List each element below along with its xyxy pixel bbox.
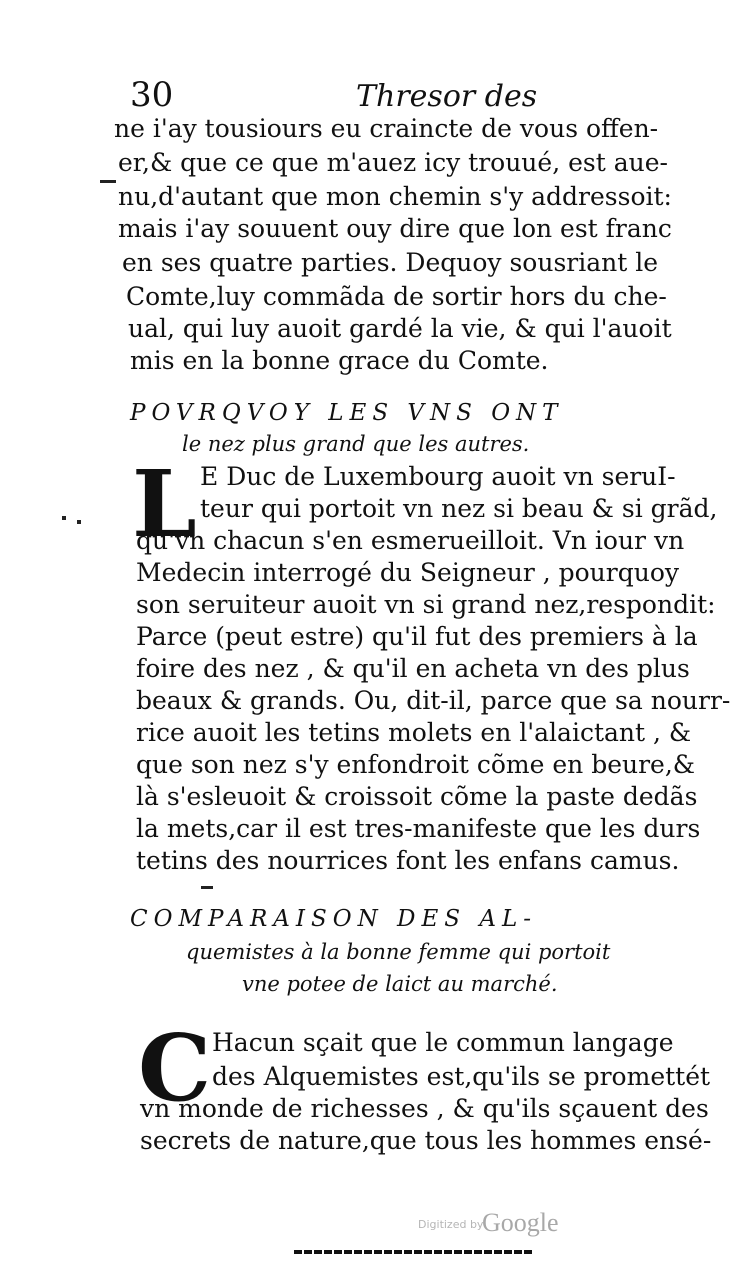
text-line: foire des nez , & qu'il en acheta vn des plus <box>136 654 690 683</box>
text-line: tetins des nourrices font les enfans camus. <box>136 846 680 875</box>
drop-cap: C <box>138 1014 212 1122</box>
running-title: Thresor des <box>356 79 538 114</box>
page-edge-rule <box>294 1250 534 1254</box>
text-line: Hacun sçait que le commun langage <box>212 1028 674 1057</box>
text-line: des Alquemistes est,qu'ils se promettét <box>212 1062 711 1091</box>
text-line: secrets de nature,que tous les hommes ensé- <box>140 1126 712 1155</box>
margin-mark <box>62 516 66 520</box>
text-line: ual, qui luy auoit gardé la vie, & qui l'auoit <box>128 314 672 343</box>
text-line: que son nez s'y enfondroit cõme en beure,& <box>136 750 696 779</box>
text-line: Medecin interrogé du Seigneur , pourquoy <box>136 558 680 587</box>
text-line: Parce (peut estre) qu'il fut des premiers à la <box>136 622 698 651</box>
text-line: ne i'ay tousiours eu craincte de vous offen- <box>114 114 659 143</box>
text-line: son seruiteur auoit vn si grand nez,respondit: <box>136 590 716 619</box>
section-title-italic: quemistes à la bonne femme qui portoit <box>186 940 611 964</box>
margin-mark <box>100 180 116 183</box>
text-line: en ses quatre parties. Dequoy sousriant le <box>122 248 659 277</box>
text-line: qu'vn chacun s'en esmerueilloit. Vn iour vn <box>136 526 685 555</box>
text-line: Comte,luy commãda de sortir hors du che- <box>126 282 667 311</box>
text-line: mis en la bonne grace du Comte. <box>130 346 549 375</box>
text-line: beaux & grands. Ou, dit-il, parce que sa nourr- <box>136 686 731 715</box>
digitized-by-label: Digitized by <box>418 1218 484 1231</box>
text-line: mais i'ay souuent ouy dire que lon est franc <box>118 214 672 243</box>
margin-mark <box>201 886 213 889</box>
text-line: er,& que ce que m'auez icy trouué, est aue- <box>118 148 668 177</box>
text-line: nu,d'autant que mon chemin s'y addressoit: <box>118 182 672 211</box>
page-number: 30 <box>130 75 174 115</box>
drop-cap: L <box>132 450 197 558</box>
text-line: la mets,car il est tres-manifeste que les durs <box>136 814 701 843</box>
text-line: E Duc de Luxembourg auoit vn seruI- <box>200 462 676 491</box>
text-line: vn monde de richesses , & qu'ils sçauent des <box>140 1094 709 1123</box>
text-line: là s'esleuoit & croissoit cõme la paste dedãs <box>136 782 698 811</box>
text-line: teur qui portoit vn nez si beau & si grãd, <box>200 494 718 523</box>
google-wordmark: Google <box>482 1208 559 1237</box>
margin-mark <box>77 520 81 524</box>
section-title-italic: vne potee de laict au marché. <box>242 972 558 996</box>
text-line: rice auoit les tetins molets en l'alaictant , & <box>136 718 692 747</box>
section-title-italic: le nez plus grand que les autres. <box>182 432 530 456</box>
section-title-caps: POVRQVOY LES VNS ONT <box>130 400 564 426</box>
section-title-caps: COMPARAISON DES AL- <box>130 906 537 932</box>
